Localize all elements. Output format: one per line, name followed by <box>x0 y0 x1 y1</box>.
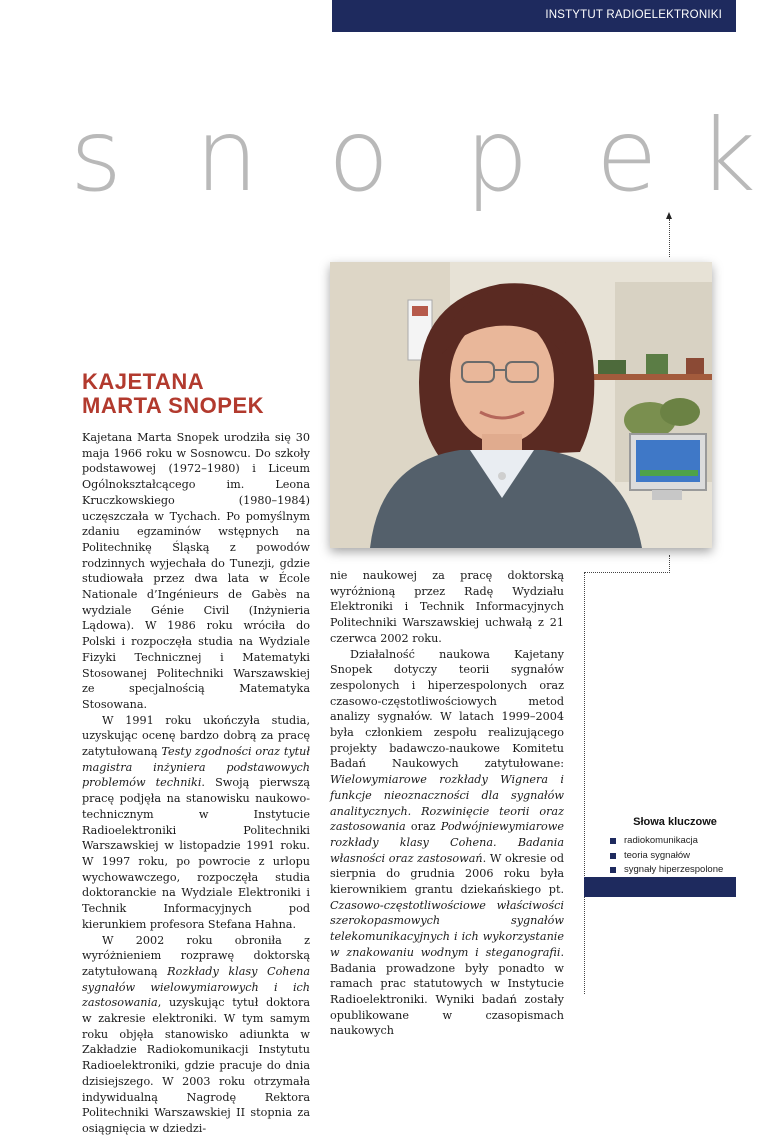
guide-line <box>669 219 670 257</box>
italic-title: Podwójniewymiarowe rozkłady klasy Cohena. Badania własności oraz zastosowań <box>330 820 564 865</box>
italic-title: Testy zgodności oraz tytuł magistra inżyniera podstawowych problemów techniki <box>82 745 310 790</box>
arrow-up-icon <box>666 212 672 219</box>
person-name-line: KAJETANA <box>82 369 205 394</box>
text-run: Kajetana Marta Snopek urodziła się 30 maja 1966 roku w Sosnowcu. Do szkoły podstawowej (1972–1980) i Liceum Ogólnokształcącego im. Leona Kruczkowskiego (1980–1984) uczęszczała w Tychach. Po pomyślnym zdaniu egzaminów wstępnych na Politechnikę Śląską z powodów rodzinnych wyjechała do Tunezji, gdzie studiowała przez dwa lata w École Nationale d’Ingénieurs de Gabès na wydziale Génie Civil (Inżynieria Lądowa). W 1986 roku wróciła do Polski i rozpoczęła studia na Wydziale Fizyki Technicznej i Matematyki Stosowanej Politechniki Warszawskiej ze specjalnością Matematyka Stosowana. <box>82 431 310 711</box>
text-run: , uzyskując tytuł doktora w zakresie elektroniki. W tym samym roku objęła stanowisko adiunkta w Zakładzie Radiokomunikacji Instytutu Radioelektroniki, gdzie pracuje do dnia dzisiejszego. W 2003 roku otrzymała indywidualną Nagrodę Rektora Politechniki Warszawskiej II stopnia za osiągnięcia w dziedzi- <box>82 996 310 1135</box>
bullet-square-icon <box>610 838 616 844</box>
bullet-square-icon <box>610 867 616 873</box>
text-run: W 2002 roku obroniła z wyróżnieniem rozprawę doktorską zatytułowaną <box>82 933 310 978</box>
guide-line <box>669 555 670 573</box>
header-bar <box>332 0 736 32</box>
institute-name: INSTYTUT RADIOELEKTRONIKI <box>545 9 722 21</box>
text-run: nie naukowej za pracę doktorską wyróżnioną przez Radę Wydziału Elektroniki i Technik Informacyjnych Politechniki Warszawskiej uchwałą z 21 czerwca 2002 roku. <box>330 569 564 645</box>
keyword-text: teoria sygnałów <box>624 849 691 861</box>
person-name-line: MARTA SNOPEK <box>82 393 264 418</box>
surname-letter: e <box>596 97 658 214</box>
portrait-photo <box>330 262 712 548</box>
paragraph <box>82 713 310 933</box>
keywords-box <box>610 816 740 878</box>
bullet-square-icon <box>610 853 616 859</box>
surname-letter: n <box>195 97 259 214</box>
paragraph <box>330 568 564 647</box>
text-run: . W okresie od sierpnia do grudnia 2006 roku była kierownikiem grantu dziekańskiego pt. <box>330 851 565 897</box>
text-run: Działalność naukowa Kajetany Snopek dotyczy teorii sygnałów zespolonych i hiperzespolonych oraz czasowo-częstotliwościowych metod analizy sygnałów. W latach 1999–2004 była członkiem zespołu realizującego projekty badawczo-naukowe Komitetu Badań Naukowych zatytułowane: <box>330 647 564 771</box>
italic-title: Rozkłady klasy Cohena sygnałów wielowymiarowych i ich zastosowania <box>82 964 311 1010</box>
body-column-right <box>330 568 564 1039</box>
surname-letter: k <box>698 97 756 214</box>
paragraph <box>82 430 310 713</box>
body-column-left <box>82 430 310 1137</box>
paragraph <box>82 933 310 1137</box>
keyword-item <box>610 863 740 878</box>
keyword-item <box>610 849 740 864</box>
surname-letter: p <box>465 97 529 214</box>
italic-title: Wielowymiarowe rozkłady Wignera i funkcje nieoznaczności dla sygnałów analitycznych. Rozwinięcie teorii oraz zastosowania <box>330 773 564 834</box>
keyword-item <box>610 834 740 849</box>
italic-title: Czasowo-częstotliwościowe właściwości szerokopasmowych sygnałów telekomunikacyjnych i ich wykorzystanie w znakowaniu wodnym i steganografii <box>330 898 564 959</box>
keyword-text: radiokomunikacja <box>624 835 698 846</box>
surname-display <box>70 97 756 216</box>
text-run: . Swoją pierwszą pracę podjęła na stanowisku naukowo-technicznym w Instytucie Radioelektroniki Politechniki Warszawskiej w listopadzie 1991 roku. W 1997 roku, po powrocie z urlopu wychowawczego, rozpoczęła studia doktoranckie na Wydziale Elektroniki i Technik Informacyjnych pod kierunkiem profesora Stefana Hahna. <box>82 776 311 931</box>
surname-letter: o <box>328 97 390 214</box>
paragraph <box>330 647 564 1040</box>
portrait-photo-icon <box>330 262 712 548</box>
keyword-text: sygnały hiperzespolone <box>624 864 724 875</box>
surname-letter: s <box>70 97 123 214</box>
keywords-title: Słowa kluczowe <box>633 816 717 828</box>
decorative-block <box>584 877 736 897</box>
guide-line <box>584 572 585 994</box>
text-run: oraz <box>405 820 441 834</box>
text-run: W 1991 roku ukończyła studia, uzyskując ocenę bardzo dobrą za pracę zatytułowaną <box>82 713 310 759</box>
text-run: . Badania prowadzone były ponadto w ramach prac statutowych w Instytucie Radioelektroniki. Wyniki badań zostały opublikowane w czasopismach naukowych <box>330 945 564 1038</box>
guide-line <box>584 572 670 573</box>
person-name <box>82 370 264 418</box>
